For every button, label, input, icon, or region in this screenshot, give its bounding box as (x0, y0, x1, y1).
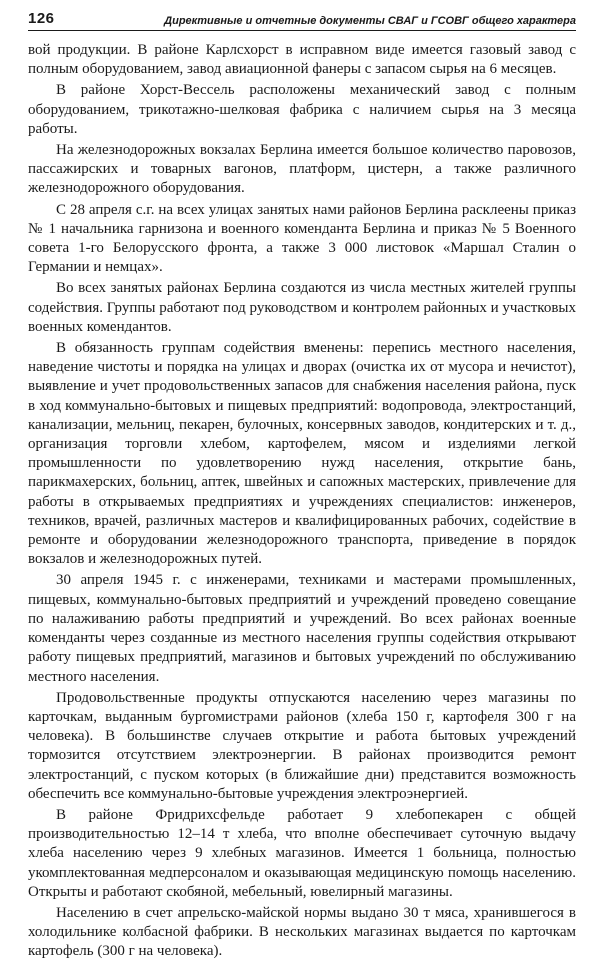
paragraph-continuation: вой продукции. В районе Карлсхорст в исправном виде имеется газовый завод с полным оборудованием, завод авиационной фанеры с запасом сырья на 6 месяцев. (28, 42, 576, 78)
paragraph: В районе Хорст-Вессель расположены механический завод с полным оборудованием, трикотажно-шелковая фабрика с наличием сырья на 3 месяца работы. (28, 82, 576, 137)
paragraph: В обязанность группам содействия вменены: перепись местного населения, наведение чистоты и порядка на улицах и дворах (очистка их от мусора и нечистот), выявление и учет продовольственных запасов для снабжения населения района, пуск в ход коммунально-бытовых и пищевых предприятий: водопровода, электростанций, канализации, мельниц, пекарен, булочных, консервных заводов, кондитерских и т. д., организация торговли хлебом, картофелем, мясом и изделиями легкой промышленности по удовлетворению нужд населения, открытие бань, парикмахерских, больниц, аптек, швейных и сапожных мастерских, привлечение для работы в открываемых предприятиях и учреждениях специалистов: инженеров, техников, врачей, различных мастеров и квалифицированных рабочих, содействие в ремонте и оборудовании железнодорожного транспорта, приведение в порядок вокзалов и железнодорожных путей. (28, 340, 576, 568)
paragraph: Населению в счет апрельско-майской нормы выдано 30 т мяса, хранившегося в холодильнике колбасной фабрики. В нескольких магазинах выдается по карточкам картофель (300 г на человека). (28, 904, 576, 960)
paragraph: 30 апреля 1945 г. с инженерами, техниками и мастерами промышленных, пищевых, коммунально-бытовых предприятий и учреждений проведено совещание по налаживанию работы предприятий и учреждений. Во всех районах военные коменданты через созданные из местного населения группы содействия открывают работу пищевых предприятий, магазинов и бытовых учреждений по обслуживанию местного населения. (28, 572, 576, 685)
running-header (28, 10, 576, 31)
page-number: 126 (28, 10, 55, 27)
paragraph: Продовольственные продукты отпускаются населению через магазины по карточкам, выданным бургомистрами районов (хлеба 150 г, картофеля 300 г на человека). В большинстве случаев открытие и работа бытовых учреждений тормозится отсутствием электроэнергии. В районах производится ремонт электростанций, с пуском которых (в ближайшие дни) представится возможность обеспечить все коммунально-бытовые учреждения электроэнергией. (28, 689, 576, 802)
paragraph: Во всех занятых районах Берлина создаются из числа местных жителей группы содействия. Группы работают под руководством и контролем районных и участковых военных комендантов. (28, 280, 576, 335)
paragraph: С 28 апреля с.г. на всех улицах занятых нами районов Берлина расклеены приказ № 1 начальника гарнизона и военного коменданта Берлина и приказ № 5 Военного совета 1-го Белорусского фронта, а также 3 000 листовок «Маршал Сталин о Германии и немцах». (28, 201, 576, 276)
paragraph: В районе Фридрихсфельде работает 9 хлебопекарен с общей производительностью 12–14 т хлеба, что вполне обеспечивает суточную выдачу хлеба населению через 9 хлебных магазинов. Имеется 1 больница, полностью укомплектованная медперсоналом и оказывающая медицинскую помощь населению. Открыты и работают скобяной, мебельный, ювелирный магазины. (28, 806, 576, 900)
body-text (28, 41, 576, 962)
paragraph: На железнодорожных вокзалах Берлина имеется большое количество паровозов, пассажирских и товарных вагонов, платформ, цистерн, а также различного железнодорожного оборудования. (28, 142, 576, 197)
running-header-title: Директивные и отчетные документы СВАГ и ГСОВГ общего характера (164, 15, 576, 27)
